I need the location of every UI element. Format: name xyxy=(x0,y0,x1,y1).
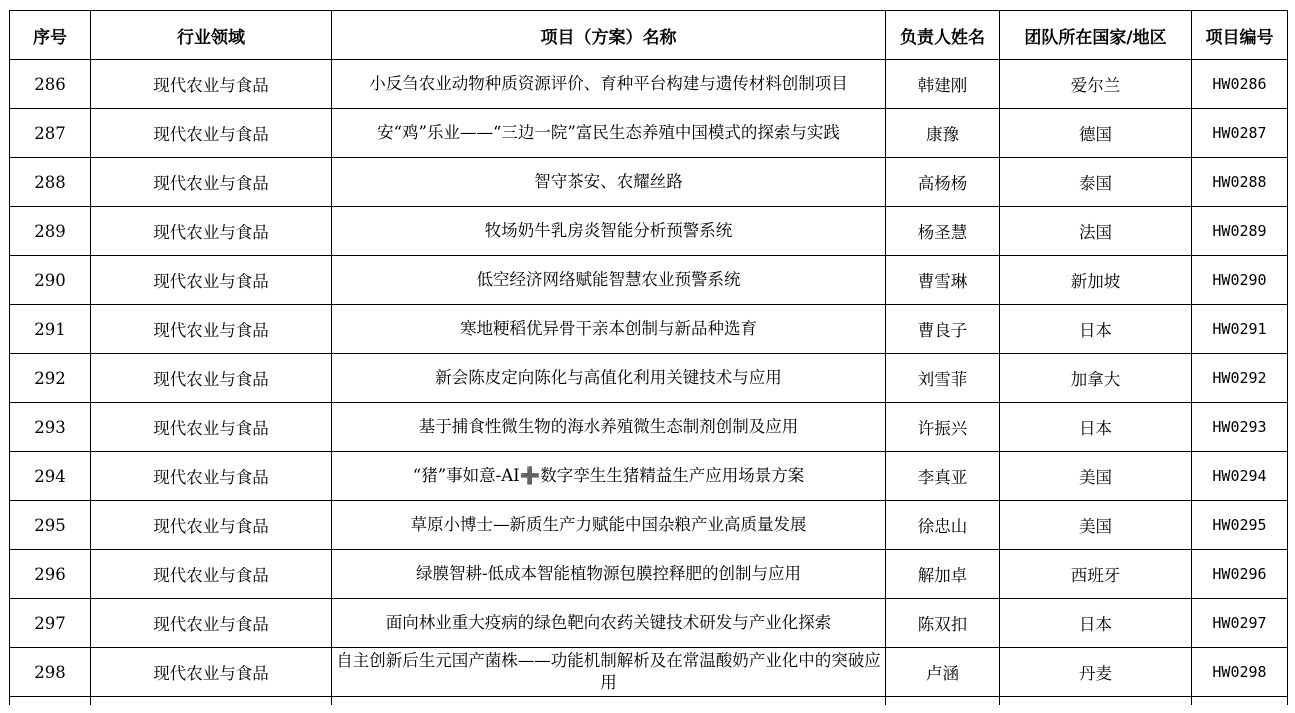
header-row xyxy=(10,11,1288,60)
cell-leader: 杨圣慧 xyxy=(886,207,1000,256)
table-row xyxy=(10,305,1288,354)
cell-country: 日本 xyxy=(1000,403,1192,452)
cell-project-code: HW0295 xyxy=(1192,501,1288,550)
cell-project-name: 基于捕食性微生物的海水养殖微生态制剂创制及应用 xyxy=(332,403,886,452)
cell-leader: 徐忠山 xyxy=(886,501,1000,550)
cell-index: 296 xyxy=(10,550,91,599)
cell-country: 爱尔兰 xyxy=(1000,60,1192,109)
cell-industry: 现代农业与食品 xyxy=(91,158,332,207)
cell-empty xyxy=(1192,697,1288,706)
cell-index: 293 xyxy=(10,403,91,452)
cell-empty xyxy=(10,697,91,706)
cell-project-code: HW0289 xyxy=(1192,207,1288,256)
cell-country: 日本 xyxy=(1000,305,1192,354)
header-project-name: 项目（方案）名称 xyxy=(332,11,886,60)
cell-empty xyxy=(886,697,1000,706)
cell-project-name: 牧场奶牛乳房炎智能分析预警系统 xyxy=(332,207,886,256)
cell-industry: 现代农业与食品 xyxy=(91,648,332,697)
cell-leader: 韩建刚 xyxy=(886,60,1000,109)
cell-project-name: 自主创新后生元国产菌株——功能机制解析及在常温酸奶产业化中的突破应用 xyxy=(332,648,886,697)
cell-index: 287 xyxy=(10,109,91,158)
table-row xyxy=(10,403,1288,452)
cell-leader: 高杨杨 xyxy=(886,158,1000,207)
cell-index: 295 xyxy=(10,501,91,550)
cell-project-code: HW0294 xyxy=(1192,452,1288,501)
cell-industry: 现代农业与食品 xyxy=(91,256,332,305)
cell-industry: 现代农业与食品 xyxy=(91,403,332,452)
cell-leader: 卢涵 xyxy=(886,648,1000,697)
cell-industry: 现代农业与食品 xyxy=(91,501,332,550)
cell-industry: 现代农业与食品 xyxy=(91,354,332,403)
cell-project-name: 低空经济网络赋能智慧农业预警系统 xyxy=(332,256,886,305)
cell-project-name: 安“鸡”乐业——“三边一院”富民生态养殖中国模式的探索与实践 xyxy=(332,109,886,158)
cell-index: 288 xyxy=(10,158,91,207)
table-row xyxy=(10,599,1288,648)
table-row xyxy=(10,207,1288,256)
table-row xyxy=(10,550,1288,599)
cell-index: 294 xyxy=(10,452,91,501)
cell-leader: 康豫 xyxy=(886,109,1000,158)
cell-industry: 现代农业与食品 xyxy=(91,599,332,648)
header-index: 序号 xyxy=(10,11,91,60)
header-industry: 行业领域 xyxy=(91,11,332,60)
cell-leader: 陈双扣 xyxy=(886,599,1000,648)
cell-country: 法国 xyxy=(1000,207,1192,256)
cell-industry: 现代农业与食品 xyxy=(91,550,332,599)
table-row xyxy=(10,501,1288,550)
cell-index: 291 xyxy=(10,305,91,354)
cell-project-code: HW0292 xyxy=(1192,354,1288,403)
cell-project-code: HW0291 xyxy=(1192,305,1288,354)
cell-empty xyxy=(1000,697,1192,706)
cell-index: 290 xyxy=(10,256,91,305)
cell-country: 泰国 xyxy=(1000,158,1192,207)
cell-project-name: 草原小博士—新质生产力赋能中国杂粮产业高质量发展 xyxy=(332,501,886,550)
table-row xyxy=(10,158,1288,207)
table-row xyxy=(10,256,1288,305)
cell-empty xyxy=(332,697,886,706)
cell-leader: 曹良子 xyxy=(886,305,1000,354)
cell-leader: 刘雪菲 xyxy=(886,354,1000,403)
cell-industry: 现代农业与食品 xyxy=(91,305,332,354)
cell-project-code: HW0298 xyxy=(1192,648,1288,697)
cell-country: 美国 xyxy=(1000,501,1192,550)
table-row xyxy=(10,109,1288,158)
cell-project-code: HW0288 xyxy=(1192,158,1288,207)
project-table xyxy=(9,10,1288,705)
cell-project-code: HW0287 xyxy=(1192,109,1288,158)
cell-industry: 现代农业与食品 xyxy=(91,452,332,501)
cell-project-code: HW0293 xyxy=(1192,403,1288,452)
header-project-code: 项目编号 xyxy=(1192,11,1288,60)
cell-leader: 解加卓 xyxy=(886,550,1000,599)
cell-index: 292 xyxy=(10,354,91,403)
cell-project-code: HW0297 xyxy=(1192,599,1288,648)
cell-project-name: 绿膜智耕-低成本智能植物源包膜控释肥的创制与应用 xyxy=(332,550,886,599)
table-row xyxy=(10,354,1288,403)
cell-project-name: 寒地粳稻优异骨干亲本创制与新品种选育 xyxy=(332,305,886,354)
cell-country: 美国 xyxy=(1000,452,1192,501)
cell-industry: 现代农业与食品 xyxy=(91,207,332,256)
cell-country: 德国 xyxy=(1000,109,1192,158)
cell-industry: 现代农业与食品 xyxy=(91,109,332,158)
cell-leader: 李真亚 xyxy=(886,452,1000,501)
table-row xyxy=(10,60,1288,109)
cell-project-name: “猪”事如意-AI➕数字孪生生猪精益生产应用场景方案 xyxy=(332,452,886,501)
cell-index: 289 xyxy=(10,207,91,256)
cell-industry: 现代农业与食品 xyxy=(91,60,332,109)
cell-project-code: HW0296 xyxy=(1192,550,1288,599)
cell-leader: 许振兴 xyxy=(886,403,1000,452)
cell-leader: 曹雪琳 xyxy=(886,256,1000,305)
table-row xyxy=(10,648,1288,697)
cell-index: 298 xyxy=(10,648,91,697)
cell-country: 新加坡 xyxy=(1000,256,1192,305)
table-row-partial xyxy=(10,697,1288,706)
cell-project-name: 小反刍农业动物种质资源评价、育种平台构建与遗传材料创制项目 xyxy=(332,60,886,109)
cell-project-name: 智守茶安、农耀丝路 xyxy=(332,158,886,207)
cell-empty xyxy=(91,697,332,706)
cell-country: 西班牙 xyxy=(1000,550,1192,599)
cell-project-name: 新会陈皮定向陈化与高值化利用关键技术与应用 xyxy=(332,354,886,403)
cell-project-name: 面向林业重大疫病的绿色靶向农药关键技术研发与产业化探索 xyxy=(332,599,886,648)
header-leader: 负责人姓名 xyxy=(886,11,1000,60)
cell-project-code: HW0290 xyxy=(1192,256,1288,305)
table-row xyxy=(10,452,1288,501)
header-country: 团队所在国家/地区 xyxy=(1000,11,1192,60)
cell-index: 297 xyxy=(10,599,91,648)
cell-index: 286 xyxy=(10,60,91,109)
cell-country: 日本 xyxy=(1000,599,1192,648)
cell-country: 加拿大 xyxy=(1000,354,1192,403)
cell-country: 丹麦 xyxy=(1000,648,1192,697)
cell-project-code: HW0286 xyxy=(1192,60,1288,109)
